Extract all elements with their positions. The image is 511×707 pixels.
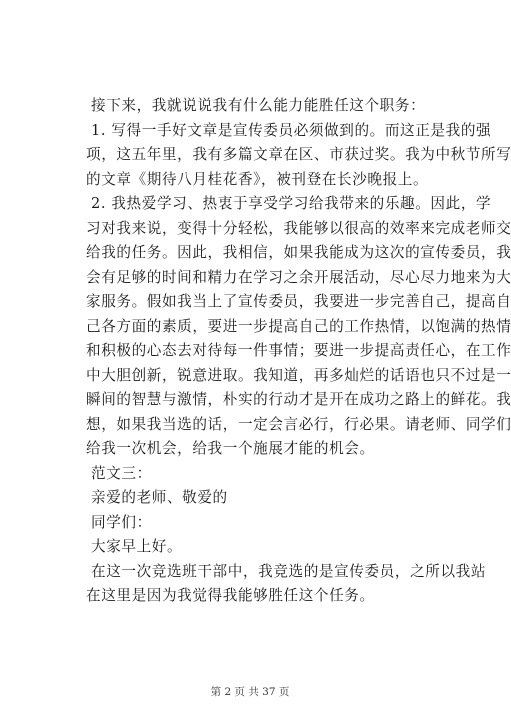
text-line: 家服务。假如我当上了宣传委员，我要进一步完善自己，提高自 bbox=[86, 293, 511, 310]
text-line: 习对我来说，变得十分轻松，我能够以很高的效率来完成老师交 bbox=[86, 219, 511, 237]
page-footer: 第 2 页 共 37 页 bbox=[210, 686, 290, 698]
text-line: 和积极的心态去对待每一件事情；要进一步提高责任心，在工作 bbox=[86, 342, 511, 359]
text-line: 接下来，我就说说我有什么能力能胜任这个职务： bbox=[91, 97, 426, 114]
text-line: 大家早上好。 bbox=[91, 538, 183, 555]
text-line: 项，这五年里，我有多篇文章在区、市获过奖。我为中秋节所写 bbox=[86, 146, 511, 163]
document-body bbox=[86, 94, 511, 609]
text-line: 己各方面的素质，要进一步提高自己的工作热情，以饱满的热情 bbox=[86, 317, 511, 335]
text-line: 给我的任务。因此，我相信，如果我能成为这次的宣传委员，我 bbox=[86, 244, 511, 261]
text-line: 在这一次竞选班干部中，我竞选的是宣传委员，之所以我站 bbox=[91, 562, 487, 580]
text-line: 在这里是因为我觉得我能够胜任这个任务。 bbox=[86, 587, 375, 604]
section-heading: 范文三： bbox=[91, 464, 152, 482]
text-line: 瞬间的智慧与激情，朴实的行动才是开在成功之路上的鲜花。我 bbox=[86, 391, 511, 408]
text-line: 亲爱的老师、敬爱的 bbox=[91, 489, 228, 506]
text-line: 想，如果我当选的话，一定会言必行，行必果。请老师、同学们 bbox=[86, 415, 511, 433]
text-line: 1. 写得一手好文章是宣传委员必须做到的。而这正是我的强 bbox=[91, 121, 492, 139]
text-line: 会有足够的时间和精力在学习之余开展活动，尽心尽力地来为大 bbox=[86, 268, 511, 286]
text-line: 给我一次机会，给我一个施展才能的机会。 bbox=[86, 440, 375, 457]
text-line: 中大胆创新，锐意进取。我知道，再多灿烂的话语也只不过是一 bbox=[86, 366, 511, 384]
text-line: 2. 我热爱学习、热衷于享受学习给我带来的乐趣。因此，学 bbox=[91, 195, 492, 212]
text-line: 同学们： bbox=[91, 513, 152, 531]
text-line: 的文章《期待八月桂花香》，被刊登在长沙晚报上。 bbox=[86, 170, 429, 188]
